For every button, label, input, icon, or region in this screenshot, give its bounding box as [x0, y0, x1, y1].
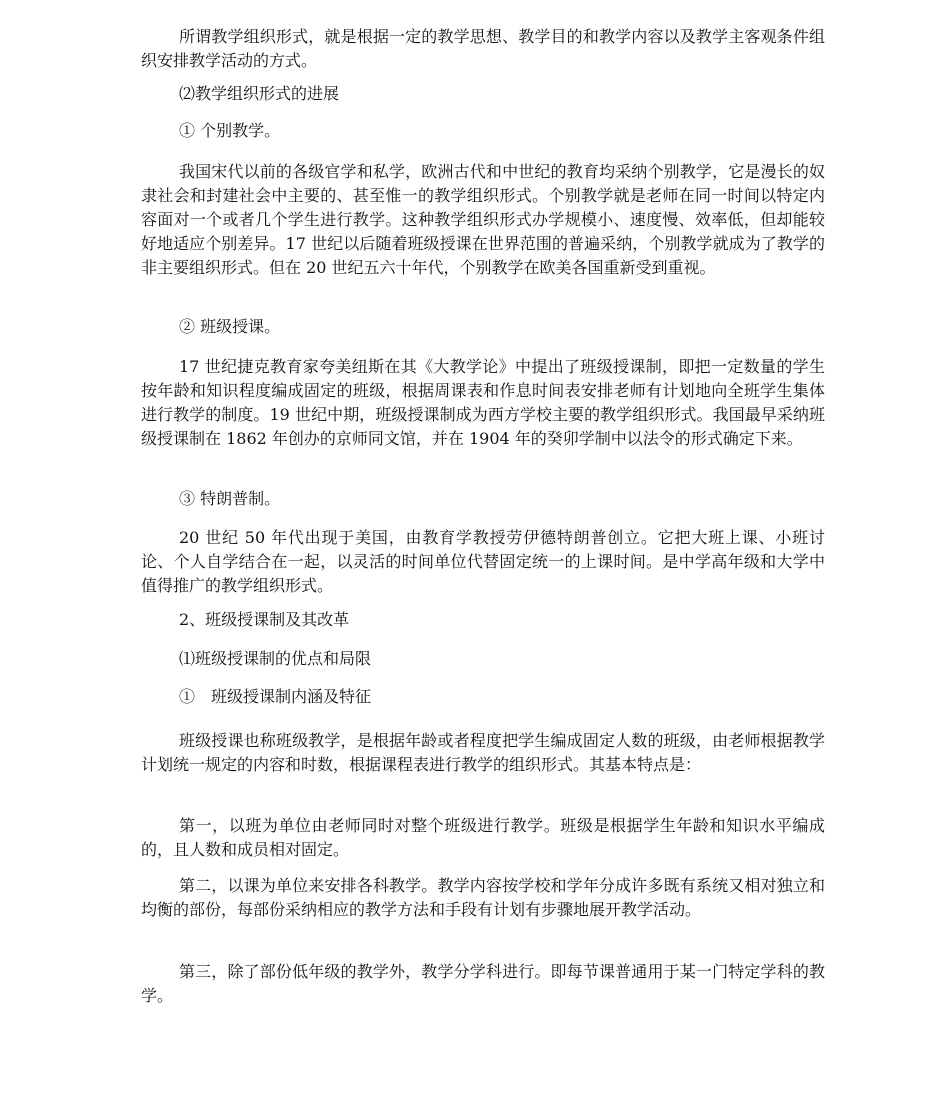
heading-class-teaching: ② 班级授课。 — [179, 317, 281, 336]
paragraph-class-teaching-definition: 班级授课也称班级教学，是根据年龄或者程度把学生编成固定人数的班级，由老师根据教学计划统一规定的内容和时数，根据课程表进行教学的组织形式。其基本特点是： — [141, 731, 825, 774]
paragraph-individual-teaching: 我国宋代以前的各级官学和私学，欧洲古代和中世纪的教育均采纳个别教学，它是漫长的奴隶社会和封建社会中主要的、甚至惟一的教学组织形式。个别教学就是老师在同一时间以特定内容面对一个或者几个学生进行教学。这种教学组织形式办学规模小、速度慢、效率低，但却能较好地适应个别差异。17 世纪以后随着班级授课在世界范围的普遍采纳，个别教学就成为了教学的非主要组织形式。但在 20 世纪五六十年代，个别教学在欧美各国重新受到重视。 — [141, 162, 825, 277]
paragraph-feature-first: 第一，以班为单位由老师同时对整个班级进行教学。班级是根据学生年龄和知识水平编成的，且人数和成员相对固定。 — [141, 816, 825, 859]
heading-individual-teaching: ① 个别教学。 — [179, 121, 281, 140]
heading-merits-and-limits: ⑴班级授课制的优点和局限 — [179, 649, 372, 668]
paragraph-feature-second: 第二，以课为单位来安排各科教学。教学内容按学校和学年分成许多既有系统又相对独立和均衡的部份，每部份采纳相应的教学方法和手段有计划有步骤地展开教学活动。 — [141, 876, 825, 919]
heading-trump-plan: ③ 特朗普制。 — [179, 489, 281, 508]
paragraph-feature-third: 第三，除了部份低年级的教学外，教学分学科进行。即每节课普通用于某一门特定学科的教学。 — [141, 962, 825, 1005]
paragraph-trump-plan: 20 世纪 50 年代出现于美国，由教育学教授劳伊德特朗普创立。它把大班上课、小班讨论、个人自学结合在一起，以灵活的时间单位代替固定统一的上课时间。是中学高年级和大学中值得推广的教学组织形式。 — [141, 528, 825, 595]
heading-connotation-and-features: ① 班级授课制内涵及特征 — [179, 687, 372, 706]
paragraph-definition-of-organization-form: 所谓教学组织形式，就是根据一定的教学思想、教学目的和教学内容以及教学主客观条件组织安排教学活动的方式。 — [141, 27, 825, 70]
paragraph-class-teaching: 17 世纪捷克教育家夸美纽斯在其《大教学论》中提出了班级授课制，即把一定数量的学生按年龄和知识程度编成固定的班级，根据周课表和作息时间表安排老师有计划地向全班学生集体进行教学的制度。19 世纪中期，班级授课制成为西方学校主要的教学组织形式。我国最早采纳班级授课制在 1862 年创办的京师同文馆，并在 1904 年的癸卯学制中以法令的形式确定下来。 — [141, 357, 825, 448]
heading-section-2: 2、班级授课制及其改革 — [179, 610, 350, 629]
heading-development: ⑵教学组织形式的进展 — [179, 84, 340, 103]
